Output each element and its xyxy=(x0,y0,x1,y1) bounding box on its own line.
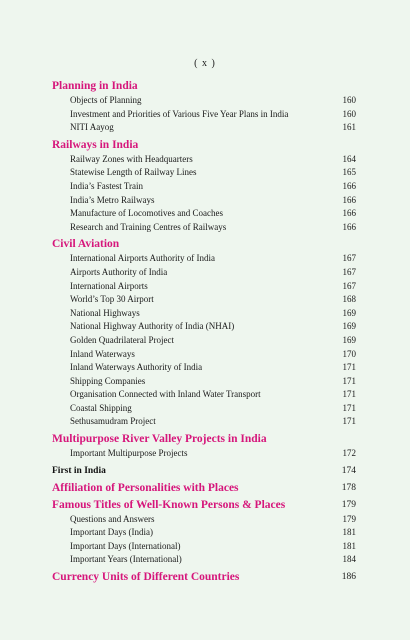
toc-entry xyxy=(52,121,356,135)
toc-entry-page: 171 xyxy=(342,362,356,373)
section-page-number: 186 xyxy=(341,572,356,583)
table-of-contents xyxy=(52,76,356,585)
toc-entry-label: Railway Zones with Headquarters xyxy=(70,153,193,164)
section-title-text: Planning in India xyxy=(52,80,138,92)
toc-entry xyxy=(52,402,356,416)
toc-entry-page: 164 xyxy=(342,153,356,164)
toc-entry-label: Sethusamudram Project xyxy=(70,416,156,427)
toc-entry xyxy=(52,94,356,108)
toc-entry-page: 179 xyxy=(342,513,356,524)
toc-entry xyxy=(52,447,356,461)
toc-entry xyxy=(52,207,356,221)
toc-entry xyxy=(52,221,356,235)
toc-entry-label: Questions and Answers xyxy=(70,513,155,524)
section-title-text: First in India xyxy=(52,465,106,476)
toc-entry-page: 169 xyxy=(342,307,356,318)
section-title-text: Famous Titles of Well-Known Persons & Places xyxy=(52,498,286,511)
toc-entry-label: Golden Quadrilateral Project xyxy=(70,334,174,345)
section-title xyxy=(52,498,356,512)
toc-entry-label: Objects of Planning xyxy=(70,95,142,105)
toc-entry xyxy=(52,553,356,567)
toc-entry xyxy=(52,293,356,307)
toc-entry-page: 166 xyxy=(342,208,356,219)
toc-entry-label: Organisation Connected with Inland Water Transport xyxy=(70,389,261,400)
section-title xyxy=(52,138,356,152)
toc-entry-label: India’s Metro Railways xyxy=(70,194,155,205)
toc-entry-page: 169 xyxy=(342,321,356,332)
toc-entry-page: 171 xyxy=(342,375,356,386)
section-title xyxy=(52,79,356,93)
toc-entry-page: 172 xyxy=(342,448,356,459)
toc-entry-label: Inland Waterways Authority of India xyxy=(70,362,203,373)
section-title-text: Currency Units of Different Countries xyxy=(52,571,240,584)
toc-entry-label: Shipping Companies xyxy=(70,375,146,386)
toc-entry xyxy=(52,194,356,208)
toc-entry-label: Statewise Length of Railway Lines xyxy=(70,167,197,178)
toc-entry-label: International Airports xyxy=(70,280,148,291)
section-page-number: 178 xyxy=(341,482,356,493)
toc-entry-page: 184 xyxy=(342,554,356,565)
toc-entry-label: Important Days (International) xyxy=(70,540,181,551)
toc-entry xyxy=(52,166,356,180)
toc-entry xyxy=(52,153,356,167)
toc-entry xyxy=(52,266,356,280)
section-title-text: Multipurpose River Valley Projects in India xyxy=(52,433,267,446)
toc-entry-page: 160 xyxy=(342,108,356,119)
section-title xyxy=(52,570,356,584)
toc-entry-page: 166 xyxy=(342,180,356,191)
toc-entry xyxy=(52,388,356,402)
toc-entry-label: Important Years (International) xyxy=(70,554,182,565)
toc-entry-page: 169 xyxy=(342,334,356,345)
section-page-number: 179 xyxy=(341,499,356,510)
toc-entry-label: India’s Fastest Train xyxy=(70,180,144,191)
toc-entry-label: Coastal Shipping xyxy=(70,402,132,413)
toc-entry xyxy=(52,252,356,266)
toc-entry-label: Manufacture of Locomotives and Coaches xyxy=(70,208,223,219)
toc-entry-label: National Highways xyxy=(70,307,140,318)
section-page-number: 174 xyxy=(341,465,356,476)
toc-entry-page: 181 xyxy=(342,527,356,538)
section-title-text: Civil Aviation xyxy=(52,238,120,251)
toc-entry-page: 167 xyxy=(342,253,356,264)
toc-entry xyxy=(52,307,356,321)
toc-entry-page: 171 xyxy=(342,416,356,427)
toc-entry xyxy=(52,526,356,540)
toc-entry xyxy=(52,415,356,429)
toc-entry xyxy=(52,348,356,362)
toc-entry xyxy=(52,180,356,194)
toc-entry-label: Inland Waterways xyxy=(70,348,135,359)
toc-entry-page: 166 xyxy=(342,194,356,205)
section-title-text: Affiliation of Personalities with Places xyxy=(52,481,239,494)
toc-entry-page: 168 xyxy=(342,294,356,305)
toc-entry xyxy=(52,375,356,389)
toc-entry-label: World’s Top 30 Airport xyxy=(70,294,154,305)
toc-entry-page: 166 xyxy=(342,221,356,232)
section-title xyxy=(52,464,356,478)
toc-entry-label: Investment and Priorities of Various Five Year Plans in India xyxy=(70,108,289,119)
section-title xyxy=(52,432,356,446)
toc-entry-page: 167 xyxy=(342,266,356,277)
toc-entry-page: 181 xyxy=(342,540,356,551)
toc-entry xyxy=(52,513,356,527)
toc-entry-label: International Airports Authority of India xyxy=(70,253,215,264)
page-number: ( x ) xyxy=(194,58,216,69)
toc-entry-page: 161 xyxy=(342,122,356,133)
section-title xyxy=(52,237,356,251)
toc-entry xyxy=(52,280,356,294)
toc-entry xyxy=(52,334,356,348)
toc-entry-label: Important Days (India) xyxy=(70,527,153,538)
toc-entry-page: 171 xyxy=(342,402,356,413)
toc-entry-page: 171 xyxy=(342,389,356,400)
section-title xyxy=(52,481,356,495)
toc-entry-label: Airports Authority of India xyxy=(70,266,168,277)
toc-entry-label: Important Multipurpose Projects xyxy=(70,448,188,459)
section-title-text: Railways in India xyxy=(52,138,139,151)
toc-entry-page: 160 xyxy=(342,95,356,105)
toc-entry-page: 170 xyxy=(342,348,356,359)
toc-entry-page: 165 xyxy=(342,167,356,178)
toc-entry xyxy=(52,361,356,375)
toc-entry-label: Research and Training Centres of Railways xyxy=(70,221,227,232)
toc-entry-label: NITI Aayog xyxy=(70,122,114,133)
toc-entry xyxy=(52,540,356,554)
toc-entry xyxy=(52,320,356,334)
toc-entry-label: National Highway Authority of India (NHAI) xyxy=(70,321,235,332)
toc-entry-page: 167 xyxy=(342,280,356,291)
toc-entry xyxy=(52,108,356,122)
